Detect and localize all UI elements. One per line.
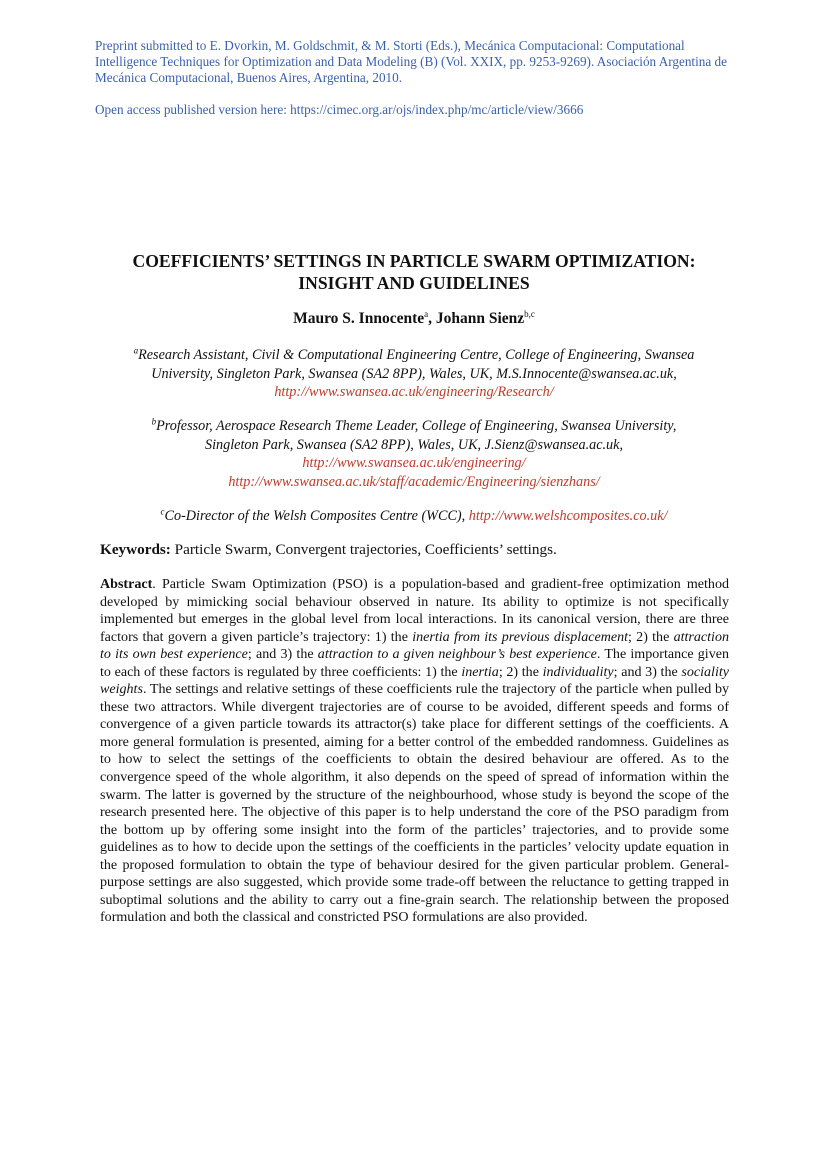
open-access-note[interactable]: Open access published version here: https://cimec.org.ar/ojs/index.php/mc/article/view/3666 bbox=[95, 102, 584, 117]
affiliation-mark: c bbox=[160, 506, 165, 517]
abstract-emphasis: individuality bbox=[542, 663, 614, 680]
keywords-text: Particle Swarm, Convergent trajectories, Coefficients’ settings. bbox=[170, 541, 557, 558]
abstract-text: ; and 3) the bbox=[247, 646, 318, 663]
title-line-2: INSIGHT AND GUIDELINES bbox=[298, 273, 530, 293]
affiliation-line: Co-Director of the Welsh Composites Centre (WCC), bbox=[164, 508, 469, 524]
affiliation-line: Research Assistant, Civil & Computational Engineering Centre, College of Engineering, Swansea bbox=[138, 347, 695, 363]
abstract-emphasis: attraction to a given neighbour’s best experience bbox=[317, 646, 597, 663]
affiliation-c bbox=[100, 507, 728, 526]
abstract-label: Abstract bbox=[100, 576, 153, 592]
author-name: Johann Sienz bbox=[435, 310, 525, 327]
abstract-text: ; 2) the bbox=[628, 628, 674, 645]
author-list bbox=[80, 310, 748, 328]
affiliation-line: University, Singleton Park, Swansea (SA2 8PP), Wales, UK, M.S.Innocente@swansea.ac.uk, bbox=[151, 365, 677, 382]
affiliation-link[interactable]: http://www.swansea.ac.uk/engineering/Research/ bbox=[274, 384, 554, 400]
keywords-label: Keywords: bbox=[100, 541, 171, 558]
abstract-emphasis: inertia from its previous displacement bbox=[412, 628, 629, 645]
affiliation-line: Professor, Aerospace Research Theme Leader, College of Engineering, Swansea University, bbox=[156, 418, 677, 434]
affiliation-mark: a bbox=[133, 345, 139, 356]
abstract-text: . The settings and relative settings of these coefficients rule the trajectory of the particle when pulled by these two attractors. While divergent trajectories are of course to be avoided, different speeds and forms of convergence of a given particle towards its attractor(s) take place for different settings of the coefficients. A more general formulation is presented, aiming for a better control of the embedded randomness. Guidelines as to how to select the settings of the coefficients to obtain the desired behaviour are offered. As to the convergence speed of the whole algorithm, it also depends on the speed of spread of information within the swarm. The latter is governed by the structure of the neighbourhood, whose study is beyond the scope of the research presented here. The objective of this paper is to help understand the core of the PSO paradigm from the bottom up by offering some insight into the form of the particles’ trajectories, and to provide some guidelines as to how to decide upon the settings of the coefficients in the particles’ velocity update equation in the proposed formulation to obtain the type of behaviour desired for the given particular problem. General-purpose settings are also suggested, which provide some trade-off between the reluctance to getting trapped in suboptimal solutions and the ability to carry out a fine-grain search. The relationship between the proposed formulation and both the classical and constricted PSO formulations are also provided. bbox=[100, 681, 729, 926]
preprint-header bbox=[95, 38, 735, 118]
affiliation-link[interactable]: http://www.swansea.ac.uk/staff/academic/Engineering/sienzhans/ bbox=[228, 473, 600, 490]
author-affiliation-mark: b,c bbox=[524, 308, 535, 319]
affiliation-b bbox=[100, 417, 728, 491]
paper-title bbox=[80, 250, 748, 294]
abstract-emphasis: attraction to its own best experience bbox=[100, 628, 729, 663]
abstract-text: . Particle Swam Optimization (PSO) is a population-based and gradient-free optimization method developed by mimicking social behaviour observed in nature. Its ability to optimize is not specifically implemented but emerges in the global level from local interactions. In its canonical version, there are three factors that govern a given particle’s trajectory: 1) the bbox=[100, 576, 729, 645]
preprint-note: Preprint submitted to E. Dvorkin, M. Goldschmit, & M. Storti (Eds.), Mecánica Computacional: Computational Intelligence Techniques for Optimization and Data Modeling (B) (Vol. XXIX, pp. 9253-9269). Asociación Argentina de Mecánica Computacional, Buenos Aires, Argentina, 2010. bbox=[95, 38, 727, 85]
author-affiliation-mark: a bbox=[424, 308, 429, 319]
affiliation-mark: b bbox=[151, 416, 157, 427]
abstract bbox=[100, 576, 729, 927]
keywords bbox=[100, 541, 740, 559]
affiliation-a bbox=[100, 346, 728, 402]
abstract-emphasis: sociality weights bbox=[100, 663, 729, 698]
abstract-text: . The importance given to each of these factors is regulated by three coefficients: 1) the bbox=[100, 646, 729, 680]
author-separator: , bbox=[428, 310, 436, 327]
title-line-1: COEFFICIENTS’ SETTINGS IN PARTICLE SWARM OPTIMIZATION: bbox=[132, 251, 696, 271]
affiliation-link[interactable]: http://www.swansea.ac.uk/engineering/ bbox=[302, 455, 526, 471]
abstract-text: ; 2) the bbox=[498, 663, 543, 680]
abstract-emphasis: inertia bbox=[461, 663, 499, 680]
abstract-text: ; and 3) the bbox=[613, 663, 682, 680]
affiliation-link[interactable]: http://www.welshcomposites.co.uk/ bbox=[468, 508, 668, 524]
author-name: Mauro S. Innocente bbox=[293, 310, 425, 327]
affiliation-line: Singleton Park, Swansea (SA2 8PP), Wales, UK, J.Sienz@swansea.ac.uk, bbox=[205, 436, 623, 453]
